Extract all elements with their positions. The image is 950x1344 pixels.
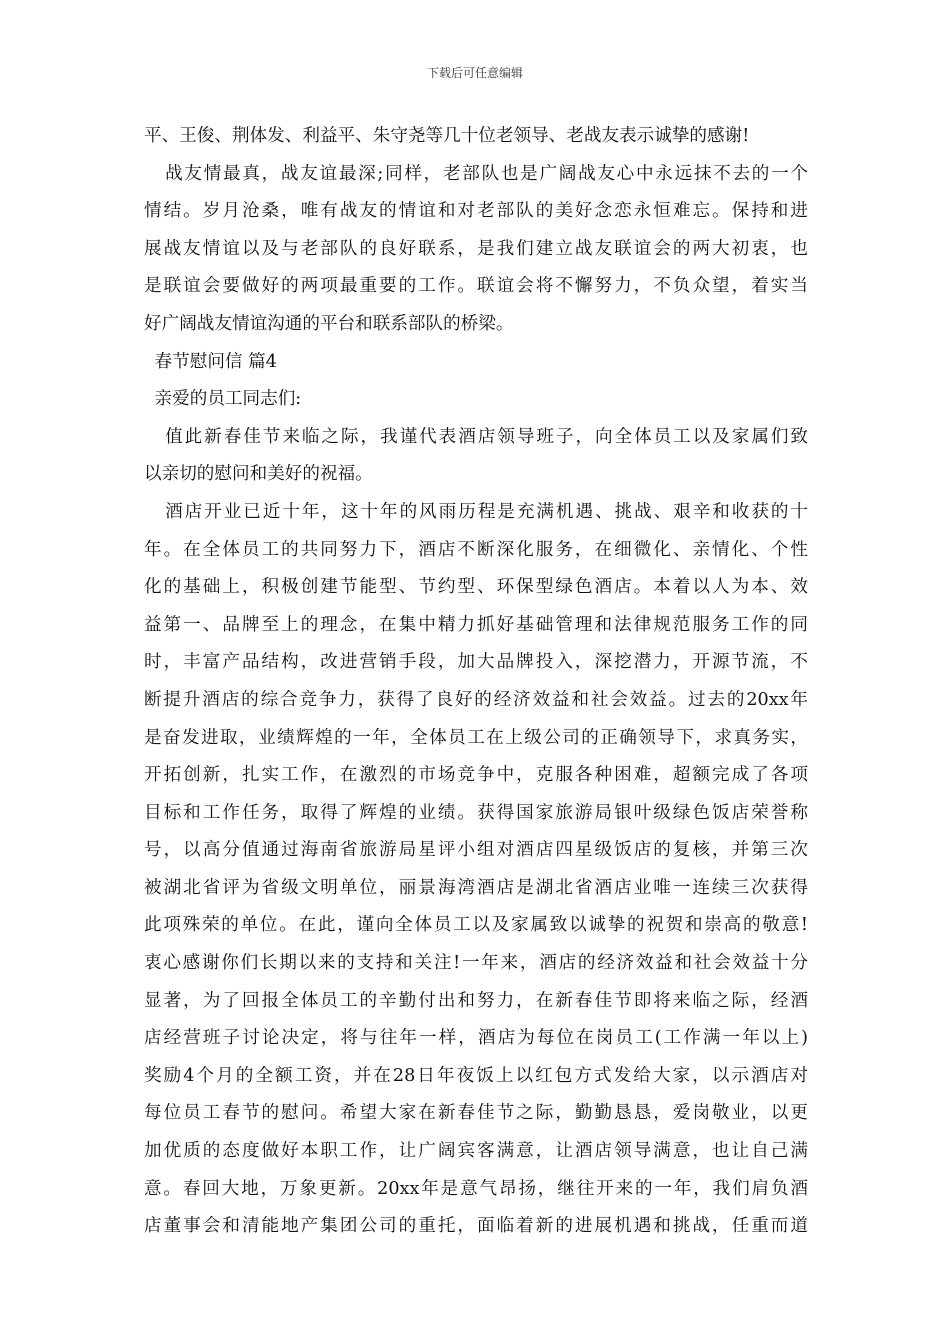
text-line: 时，丰富产品结构，改进营销手段，加大品牌投入，深挖潜力，开源节流，不 bbox=[144, 652, 808, 673]
text-line: 号，以高分值通过海南省旅游局星评小组对酒店四星级饭店的复核，并第三次 bbox=[144, 840, 808, 861]
text-line: 是联谊会要做好的两项最重要的工作。联谊会将不懈努力，不负众望，着实当 bbox=[144, 276, 808, 297]
text-line: 益第一、品牌至上的理念，在集中精力抓好基础管理和法律规范服务工作的同 bbox=[144, 614, 808, 635]
text-line: 显著，为了回报全体员工的辛勤付出和努力，在新春佳节即将来临之际，经酒 bbox=[144, 990, 808, 1011]
text-line: 展战友情谊以及与老部队的良好联系，是我们建立战友联谊会的两大初衷，也 bbox=[144, 238, 808, 259]
text-line: 是奋发进取，业绩辉煌的一年，全体员工在上级公司的正确领导下，求真务实， bbox=[144, 727, 808, 748]
text-line: 酒店开业已近十年，这十年的风雨历程是充满机遇、挑战、艰辛和收获的十 bbox=[165, 501, 808, 522]
text-line: 奖励4个月的全额工资，并在28日年夜饭上以红包方式发给大家，以示酒店对 bbox=[144, 1065, 808, 1086]
text-line: 衷心感谢你们长期以来的支持和关注!一年来，酒店的经济效益和社会效益十分 bbox=[144, 953, 808, 974]
text-line: 断提升酒店的综合竞争力，获得了良好的经济效益和社会效益。过去的20xx年 bbox=[144, 689, 808, 710]
document-body bbox=[144, 118, 808, 1246]
text-line: 每位员工春节的慰问。希望大家在新春佳节之际，勤勤恳恳，爱岗敬业，以更 bbox=[144, 1103, 808, 1124]
text-line: 战友情最真，战友谊最深;同样，老部队也是广阔战友心中永远抹不去的一个 bbox=[165, 163, 808, 184]
text-line: 以亲切的慰问和美好的祝福。 bbox=[144, 464, 373, 485]
text-line: 意。春回大地，万象更新。20xx年是意气昂扬，继往开来的一年，我们肩负酒 bbox=[144, 1178, 808, 1199]
text-line: 好广阔战友情谊沟通的平台和联系部队的桥梁。 bbox=[144, 313, 514, 334]
text-line: 此项殊荣的单位。在此，谨向全体员工以及家属致以诚挚的祝贺和崇高的敬意! bbox=[144, 915, 808, 936]
text-line: 亲爱的员工同志们: bbox=[154, 389, 302, 410]
text-line: 化的基础上，积极创建节能型、节约型、环保型绿色酒店。本着以人为本、效 bbox=[144, 577, 808, 598]
text-line: 店经营班子讨论决定，将与往年一样，酒店为每位在岗员工(工作满一年以上) bbox=[144, 1028, 808, 1049]
text-line: 春节慰问信 篇4 bbox=[154, 351, 277, 372]
text-line: 目标和工作任务，取得了辉煌的业绩。获得国家旅游局银叶级绿色饭店荣誉称 bbox=[144, 802, 808, 823]
text-line: 年。在全体员工的共同努力下，酒店不断深化服务，在细微化、亲情化、个性 bbox=[144, 539, 808, 560]
text-line: 开拓创新，扎实工作，在激烈的市场竞争中，克服各种困难，超额完成了各项 bbox=[144, 765, 808, 786]
text-line: 加优质的态度做好本职工作，让广阔宾客满意，让酒店领导满意，也让自己满 bbox=[144, 1141, 808, 1162]
text-line: 值此新春佳节来临之际，我谨代表酒店领导班子，向全体员工以及家属们致 bbox=[165, 426, 808, 447]
text-line: 被湖北省评为省级文明单位，丽景海湾酒店是湖北省酒店业唯一连续三次获得 bbox=[144, 877, 808, 898]
text-line: 平、王俊、荆体发、利益平、朱守尧等几十位老领导、老战友表示诚挚的感谢! bbox=[144, 126, 750, 146]
text-line: 情结。岁月沧桑，唯有战友的情谊和对老部队的美好念恋永恒难忘。保持和进 bbox=[144, 201, 808, 222]
text-line: 店董事会和清能地产集团公司的重托，面临着新的进展机遇和挑战，任重而道 bbox=[144, 1216, 808, 1237]
page-header: 下载后可任意编辑 bbox=[426, 66, 523, 80]
